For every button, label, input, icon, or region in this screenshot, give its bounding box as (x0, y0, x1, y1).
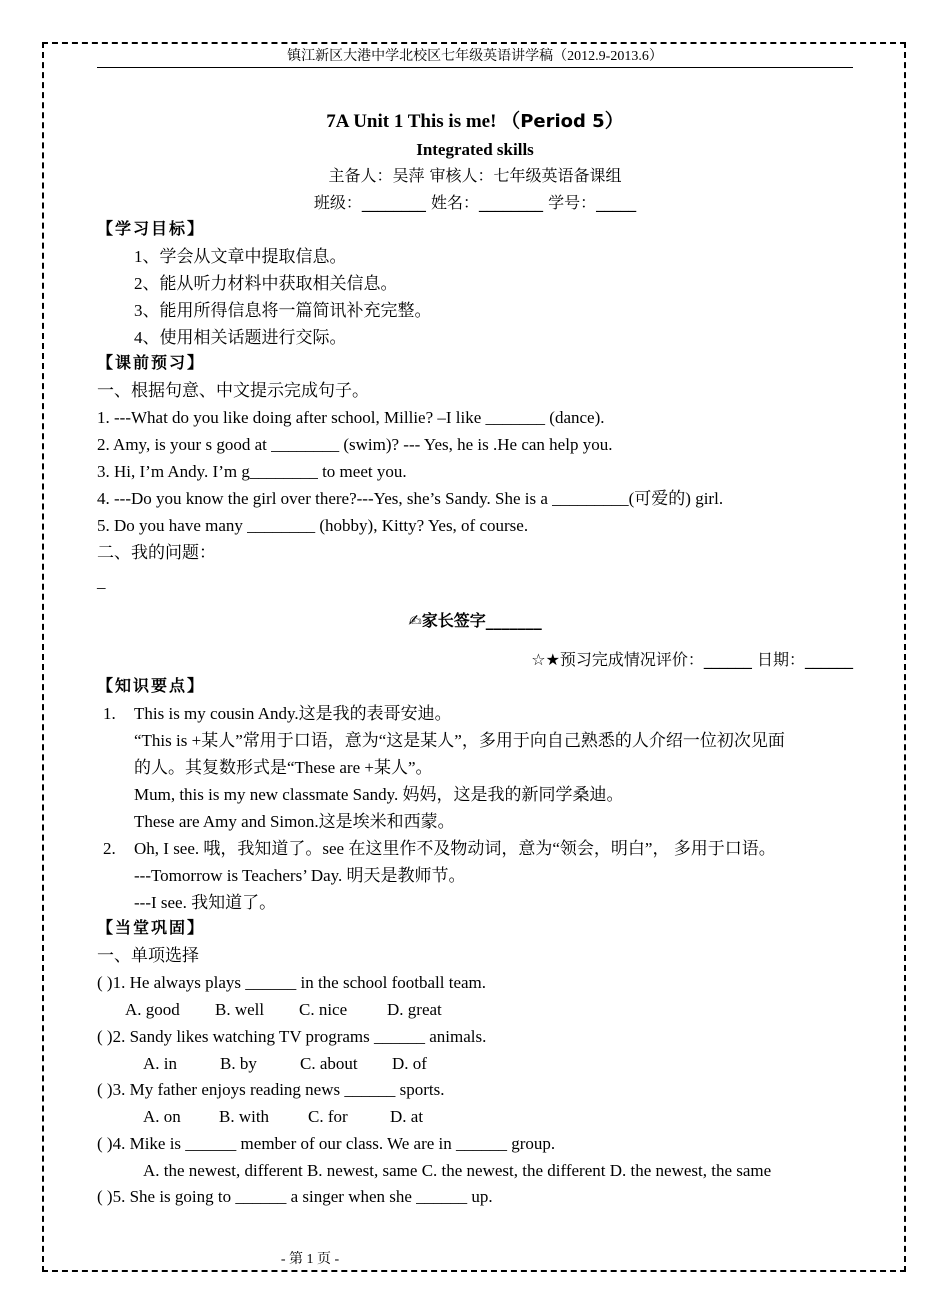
preview-question: 2. Amy, is your s good at ________ (swim)? --- Yes, he is .He can help you. (97, 435, 613, 454)
mc-option: D. of (392, 1054, 427, 1073)
mc-option: A. good (125, 1000, 180, 1019)
knowledge-point: Oh, I see. 哦，我知道了。see 在这里作不及物动词，意为“领会，明白”， 多用于口语。 (134, 839, 776, 858)
knowledge-example: These are Amy and Simon.这是埃米和西蒙。 (134, 812, 455, 831)
practice-part1: 一、单项选择 (97, 946, 199, 965)
objective-item: 3、能用所得信息将一篇简讯补充完整。 (134, 301, 432, 320)
preview-question: 3. Hi, I’m Andy. I’m g________ to meet you. (97, 462, 407, 481)
knowledge-number: 1. (103, 704, 116, 723)
mc-option: B. well (215, 1000, 265, 1019)
mc-option: A. in (143, 1054, 177, 1073)
mc-options (125, 999, 442, 1021)
title-close: ） (604, 111, 624, 132)
mc-option: D. great (387, 1000, 442, 1019)
title-period: Period 5 (520, 111, 605, 132)
mc-option: C. about (300, 1054, 358, 1073)
mc-option: D. at (390, 1107, 424, 1126)
preview-evaluation: ☆★预习完成情况评价：______ 日期：______ (531, 650, 853, 669)
mc-option: B. with (219, 1107, 270, 1126)
knowledge-example: Mum, this is my new classmate Sandy. 妈妈，这是我的新同学桑迪。 (134, 785, 624, 804)
mc-options (143, 1053, 427, 1075)
mc-question: ( )1. He always plays ______ in the school football team. (97, 973, 487, 992)
mc-option: C. for (308, 1107, 348, 1126)
preview-part2: 二、我的问题： (97, 543, 216, 562)
knowledge-note: 的人。其复数形式是“These are +某人”。 (134, 758, 433, 777)
running-header: 镇江新区大港中学北校区七年级英语讲学稿（2012.9-2013.6） (287, 49, 663, 64)
mc-option: B. by (220, 1054, 257, 1073)
knowledge-example: ---I see. 我知道了。 (134, 893, 277, 912)
page-title (97, 111, 853, 133)
preview-question: 4. ---Do you know the girl over there?---Yes, she’s Sandy. She is a _________(可爱的) girl. (97, 489, 724, 508)
objective-item: 2、能从听力材料中获取相关信息。 (134, 274, 398, 293)
mc-options (143, 1106, 423, 1128)
mc-option: C. nice (299, 1000, 348, 1019)
objectives-heading: 【学习目标】 (97, 221, 206, 238)
preview-part1: 一、根据句意、中文提示完成句子。 (97, 381, 369, 400)
student-fields: 班级：________ 姓名：________ 学号：_____ (313, 193, 637, 212)
mc-question: ( )3. My father enjoys reading news ______ sports. (97, 1080, 445, 1099)
title-main: 7A Unit 1 This is me! （ (326, 111, 521, 132)
knowledge-heading: 【知识要点】 (97, 678, 206, 695)
mc-question: ( )4. Mike is ______ member of our class. We are in ______ group. (97, 1134, 556, 1153)
mc-options: A. the newest, different B. newest, same C. the newest, the different D. the newest, the same (143, 1161, 772, 1180)
mc-option: A. on (143, 1107, 181, 1126)
mc-question: ( )5. She is going to ______ a singer when she ______ up. (97, 1187, 493, 1206)
knowledge-example: ---Tomorrow is Teachers’ Day. 明天是教师节。 (134, 866, 466, 885)
authors-line: 主备人：吴萍 审核人：七年级英语备课组 (328, 166, 622, 185)
practice-heading: 【当堂巩固】 (97, 920, 206, 937)
header-rule (97, 67, 853, 68)
page-subtitle: Integrated skills (416, 140, 534, 159)
knowledge-note: “This is +某人”常用于口语，意为“这是某人”，多用于向自己熟悉的人介绍一位初次见面 (134, 731, 785, 750)
mc-question: ( )2. Sandy likes watching TV programs ______ animals. (97, 1027, 487, 1046)
preview-question: 1. ---What do you like doing after school, Millie? –I like _______ (dance). (97, 408, 605, 427)
knowledge-number: 2. (103, 839, 116, 858)
question-blank: _ (97, 572, 106, 591)
page-number: - 第 1 页 - (280, 1252, 340, 1267)
preview-heading: 【课前预习】 (97, 355, 206, 372)
knowledge-point: This is my cousin Andy.这是我的表哥安迪。 (134, 704, 452, 723)
preview-question: 5. Do you have many ________ (hobby), Kitty? Yes, of course. (97, 516, 529, 535)
objective-item: 1、学会从文章中提取信息。 (134, 247, 347, 266)
parent-signature: ✍家长签字_______ (408, 611, 542, 630)
objective-item: 4、使用相关话题进行交际。 (134, 328, 347, 347)
